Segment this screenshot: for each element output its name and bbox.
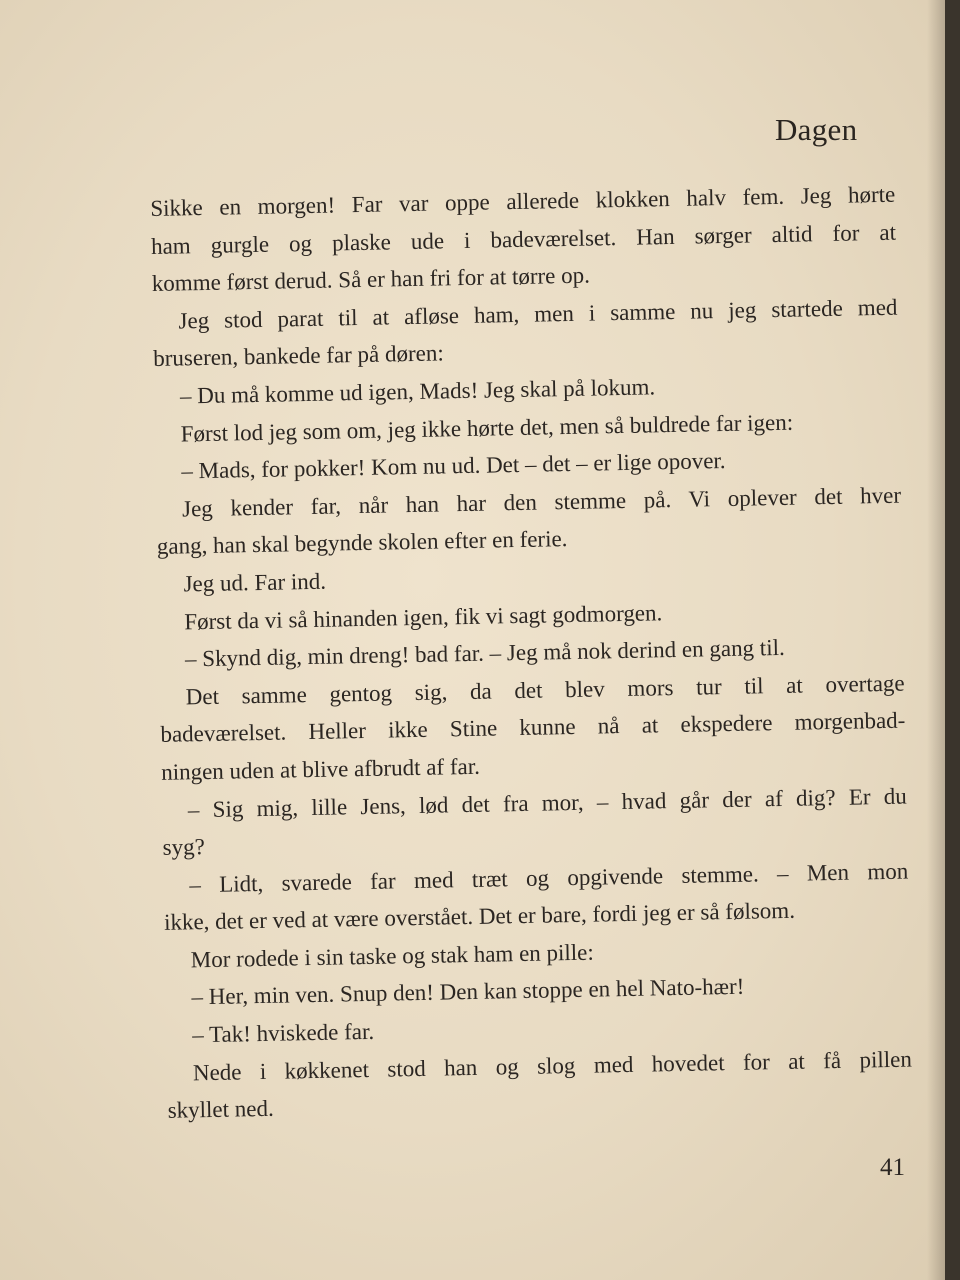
text-line: badeværelset. Heller ikke Stine kunne nå at ekspedere morgenbad- (160, 707, 906, 748)
text-line: – Skynd dig, min dreng! bad far. – Jeg må nok derind en gang til. (184, 635, 785, 672)
text-line: Det samme gentog sig, da det blev mors tur til at overtage (185, 670, 905, 710)
text-line: Først da vi så hinanden igen, fik vi sagt godmorgen. (184, 599, 663, 634)
text-line: – Her, min ven. Snup den! Den kan stoppe en hel Nato-hær! (191, 974, 745, 1010)
text-line: komme først derud. Så er han fri for at tørre op. (151, 262, 591, 297)
text-line: Nede i køkkenet stod han og slog med hovedet for at få pillen (192, 1046, 913, 1085)
text-line: skyllet ned. (167, 1096, 274, 1124)
text-line: bruseren, bankede far på døren: (153, 340, 444, 372)
page-number: 41 (880, 1154, 905, 1181)
text-line: syg? (162, 834, 206, 860)
text-line: Jeg kender far, når han har den stemme på. Vi oplever det hver (181, 482, 902, 522)
text-line: ham gurgle og plaske ude i badeværelset. Han sørger altid for at (150, 219, 897, 259)
text-line: ningen uden at blive afbrudt af far. (160, 753, 481, 785)
chapter-title: Dagen (775, 112, 858, 147)
text-line: gang, han skal begynde skolen efter en ferie. (156, 526, 568, 560)
text-line: – Lidt, svarede far med træt og opgivende stemme. – Men mon (189, 858, 909, 898)
text-line: Sikke en morgen! Far var oppe allerede klokken halv fem. Jeg hørte (150, 181, 896, 221)
text-line: Mor rodede i sin taske og stak ham en pille: (190, 939, 595, 973)
body-text (150, 176, 913, 1130)
text-line: – Du må komme ud igen, Mads! Jeg skal på lokum. (179, 374, 656, 409)
text-line: ikke, det er ved at være overstået. Det er bare, fordi jeg er så følsom. (163, 898, 796, 936)
text-line: – Mads, for pokker! Kom nu ud. Det – det – er lige opover. (181, 448, 726, 484)
text-line: Jeg stod parat til at afløse ham, men i samme nu jeg startede med (178, 294, 898, 334)
text-line: Jeg ud. Far ind. (183, 568, 327, 597)
text-line: Først lod jeg som om, jeg ikke hørte det, men så buldrede far igen: (180, 409, 794, 447)
text-line: – Sig mig, lille Jens, lød det fra mor, – hvad går der af dig? Er du (187, 783, 908, 822)
text-line: – Tak! hviskede far. (191, 1018, 375, 1048)
